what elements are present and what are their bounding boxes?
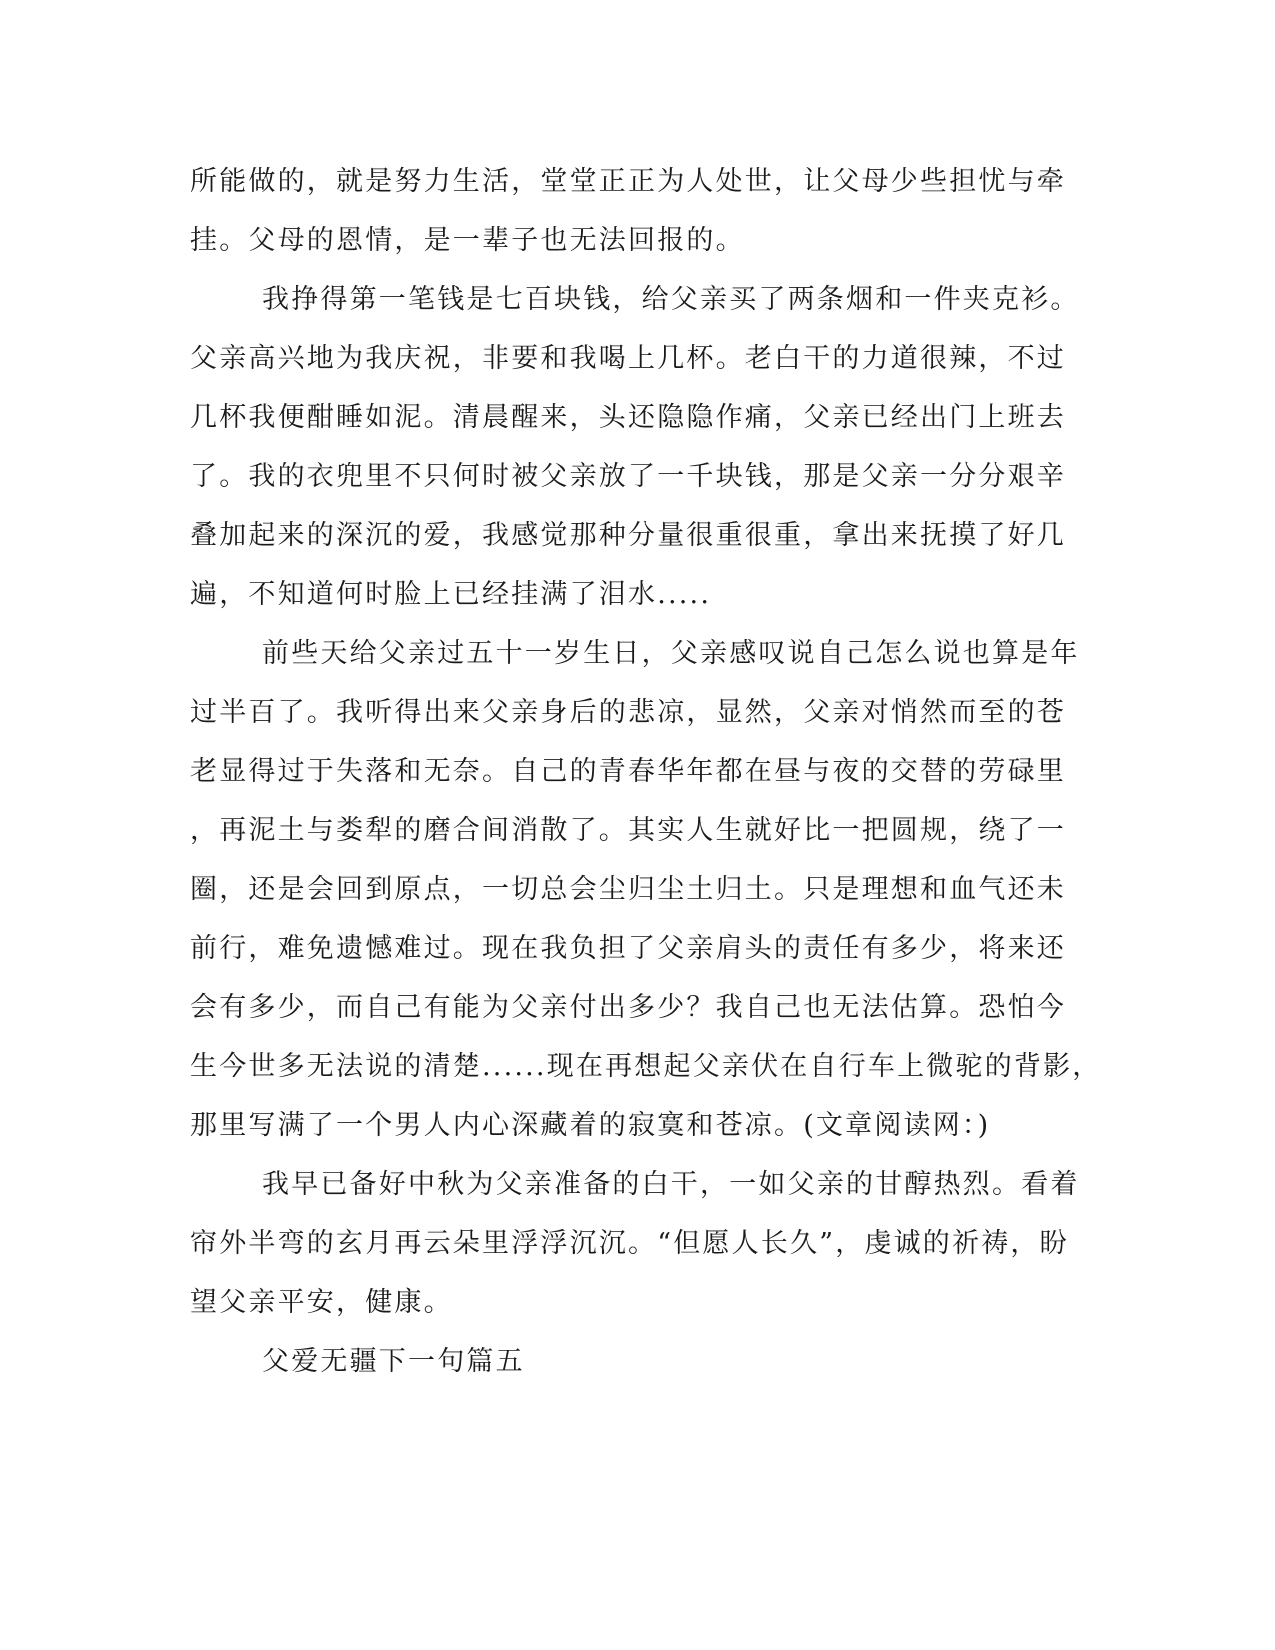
text-line: 圈，还是会回到原点，一切总会尘归尘土归土。只是理想和血气还未 (190, 874, 1066, 905)
text-line: 父亲高兴地为我庆祝，非要和我喝上几杯。老白干的力道很辣，不过 (190, 343, 1066, 374)
text-line: 过半百了。我听得出来父亲身后的悲凉，显然，父亲对悄然而至的苍 (190, 697, 1066, 728)
text-line: 老显得过于失落和无奈。自己的青春华年都在昼与夜的交替的劳碌里 (190, 756, 1066, 787)
text-line: 遍，不知道何时脸上已经挂满了泪水..... (190, 579, 712, 610)
text-line: 帘外半弯的玄月再云朵里浮浮沉沉。“但愿人长久”，虔诚的祈祷，盼 (190, 1228, 1069, 1259)
text-line: 生今世多无法说的清楚......现在再想起父亲伏在自行车上微驼的背影， (190, 1051, 1102, 1082)
text-line: 望父亲平安，健康。 (190, 1287, 453, 1318)
paragraph-first-line: 我早已备好中秋为父亲准备的白干，一如父亲的甘醇热烈。看着 (262, 1169, 1080, 1200)
section-heading: 父爱无疆下一句篇五 (262, 1346, 525, 1377)
text-line: 挂。父母的恩情，是一辈子也无法回报的。 (190, 225, 745, 256)
text-line: 所能做的，就是努力生活，堂堂正正为人处世，让父母少些担忧与牵 (190, 166, 1066, 197)
text-line: 叠加起来的深沉的爱，我感觉那种分量很重很重，拿出来抚摸了好几 (190, 520, 1066, 551)
text-line: 几杯我便酣睡如泥。清晨醒来，头还隐隐作痛，父亲已经出门上班去 (190, 402, 1066, 433)
paragraph-first-line: 我挣得第一笔钱是七百块钱，给父亲买了两条烟和一件夹克衫。 (262, 284, 1080, 315)
text-line: 了。我的衣兜里不只何时被父亲放了一千块钱，那是父亲一分分艰辛 (190, 461, 1066, 492)
text-line: 会有多少，而自己有能为父亲付出多少？我自己也无法估算。恐怕今 (190, 992, 1066, 1023)
text-line: ，再泥土与娄犁的磨合间消散了。其实人生就好比一把圆规，绕了一 (190, 815, 1066, 846)
text-line: 那里写满了一个男人内心深藏着的寂寞和苍凉。(文章阅读网：) (190, 1110, 991, 1141)
text-line: 前行，难免遗憾难过。现在我负担了父亲肩头的责任有多少，将来还 (190, 933, 1066, 964)
paragraph-first-line: 前些天给父亲过五十一岁生日，父亲感叹说自己怎么说也算是年 (262, 638, 1080, 669)
